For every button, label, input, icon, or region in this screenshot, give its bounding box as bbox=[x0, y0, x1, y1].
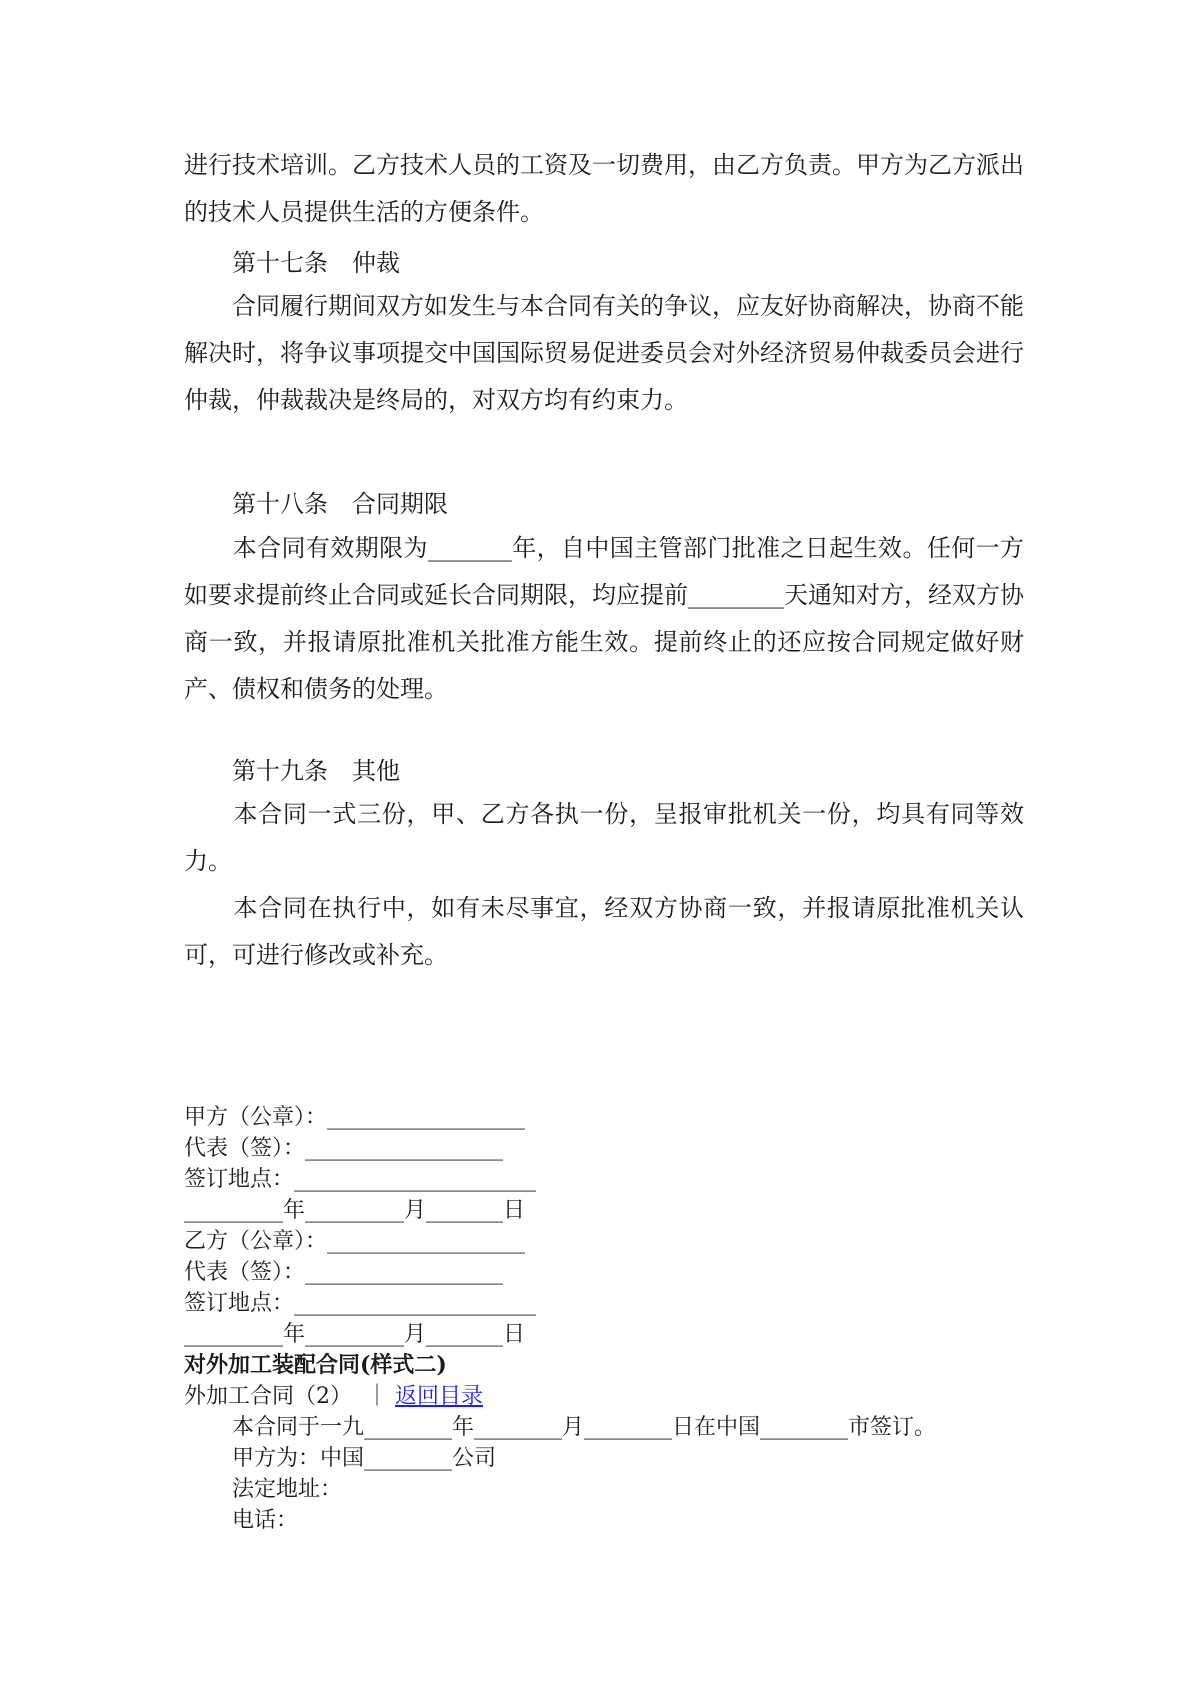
next-contract-subtitle: 外加工合同（2） bbox=[184, 1384, 352, 1409]
party-b-date-line: _________年_________月_______日 bbox=[184, 1322, 526, 1347]
separator: ｜ bbox=[366, 1384, 389, 1409]
article-19-paragraph-2: 本合同在执行中，如有未尽事宜，经双方协商一致，并报请原批准机关认可，可进行修改或补充。 bbox=[184, 894, 1024, 969]
back-to-index-link[interactable]: 返回目录 bbox=[395, 1384, 484, 1409]
signing-date-line: 本合同于一九________年________月________日在中国________市签订。 bbox=[232, 1415, 937, 1440]
party-a-place-line: 签订地点：______________________ bbox=[184, 1167, 537, 1192]
next-contract-title: 对外加工装配合同(样式二) bbox=[184, 1352, 447, 1378]
intro-paragraph: 进行技术培训。乙方技术人员的工资及一切费用，由乙方负责。甲方为乙方派出的技术人员提供生活的方便条件。 bbox=[184, 151, 1024, 226]
article-18-heading: 第十八条 合同期限 bbox=[232, 490, 448, 518]
next-contract-meta bbox=[184, 1381, 483, 1412]
article-17-text: 合同履行期间双方如发生与本合同有关的争议，应友好协商解决，协商不能解决时，将争议事项提交中国国际贸易促进委员会对外经济贸易仲裁委员会进行仲裁，仲裁裁决是终局的，对双方均有约束力。 bbox=[184, 292, 1024, 414]
party-b-place-line: 签订地点：______________________ bbox=[184, 1291, 537, 1316]
party-a-seal-line: 甲方（公章）：__________________ bbox=[184, 1105, 526, 1130]
article-17-heading: 第十七条 仲裁 bbox=[232, 249, 400, 277]
article-18-text: 本合同有效期限为_______年，自中国主管部门批准之日起生效。任何一方如要求提前终止合同或延长合同期限，均应提前________天通知对方，经双方协商一致，并报请原批准机关批准方能生效。提前终止的还应按合同规定做好财产、债权和债务的处理。 bbox=[184, 534, 1024, 703]
party-a-rep-line: 代表（签）：__________________ bbox=[184, 1136, 504, 1161]
party-b-rep-line: 代表（签）：__________________ bbox=[184, 1260, 504, 1285]
phone-line: 电话： bbox=[232, 1508, 299, 1533]
legal-address-line: 法定地址： bbox=[232, 1477, 343, 1502]
party-b-seal-line: 乙方（公章）：__________________ bbox=[184, 1229, 526, 1254]
article-19-heading: 第十九条 其他 bbox=[232, 757, 400, 785]
party-a-company-line: 甲方为：中国________公司 bbox=[232, 1446, 497, 1471]
article-19-paragraph-1: 本合同一式三份，甲、乙方各执一份，呈报审批机关一份，均具有同等效力。 bbox=[184, 800, 1024, 875]
party-a-date-line: _________年_________月_______日 bbox=[184, 1198, 526, 1223]
